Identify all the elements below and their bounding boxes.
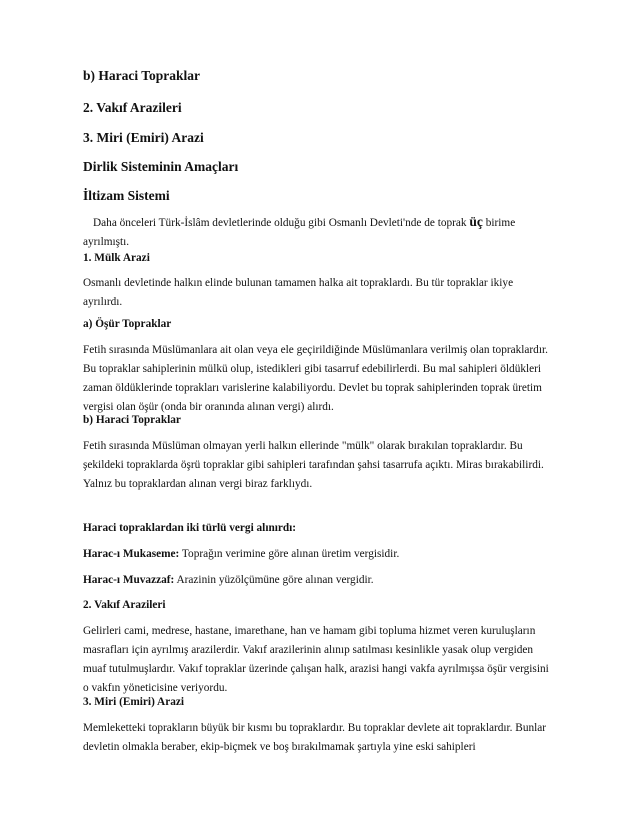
section-heading-vakif: 2. Vakıf Arazileri	[83, 599, 166, 611]
section-text-osur: Fetih sırasında Müslümanlara ait olan veya ele geçirildiğinde Müslümanlara verilmiş olan topraklardır. Bu topraklar sahiplerinin mülkü olup, istedikleri gibi tasarruf edebilirlerdi. Bu mal sahipleri öldükleri zaman öldüklerinde toprakları varislerine kalabiliyordu. Devlet bu toprak sahiplerinden toprak üretim vergisi olan öşür (onda bir oranında alınan vergi) alırdı.	[83, 344, 548, 413]
intro-emphasis: üç	[469, 214, 483, 229]
section-text-mulk-arazi: Osmanlı devletinde halkın elinde bulunan tamamen halka ait topraklardı. Bu tür topraklar ikiye ayrılırdı.	[83, 277, 514, 308]
intro-text-after: birime ayrılmıştı.	[83, 217, 516, 248]
section-text-haraci: Fetih sırasında Müslüman olmayan yerli halkın ellerinde "mülk" olarak bırakılan topraklardır. Bu şekildeki topraklarda öşrü topraklar gibi sahipleri tarafından şahsi tasarrufa açıktı. Miras bırakabilirdi. Yalnız bu topraklardan alınan vergi biraz farklıydı.	[83, 440, 544, 490]
section-heading-mulk-arazi: 1. Mülk Arazi	[83, 252, 150, 264]
vergi-mukaseme-line	[83, 545, 551, 564]
toc-item-haraci-topraklar: b) Haraci Topraklar	[83, 68, 201, 83]
vergi-muvazzaf-text: Arazinin yüzölçümüne göre alınan vergidir.	[174, 574, 374, 586]
section-text-miri: Memleketteki toprakların büyük bir kısmı bu topraklardır. Bu topraklar devlete ait topraklardır. Bunlar devletin olmakla beraber, ekip-biçmek ve boş bırakılmamak şartıyla yine eski sahipleri	[83, 722, 547, 753]
intro-text-before: Daha önceleri Türk-İslâm devletlerinde olduğu gibi Osmanlı Devleti'nde de toprak	[93, 217, 470, 229]
intro-paragraph	[83, 212, 551, 252]
vergi-muvazzaf-line	[83, 571, 551, 590]
section-heading-vergi: Haraci topraklardan iki türlü vergi alınırdı:	[83, 522, 297, 534]
toc-item-vakif-arazileri: 2. Vakıf Arazileri	[83, 100, 182, 115]
vergi-muvazzaf-label: Harac-ı Muvazzaf:	[83, 574, 175, 586]
section-heading-haraci: b) Haraci Topraklar	[83, 414, 181, 426]
toc-item-iltizam-sistemi: İltizam Sistemi	[83, 188, 170, 203]
toc-item-miri-arazi: 3. Miri (Emiri) Arazi	[83, 130, 204, 145]
vergi-mukaseme-label: Harac-ı Mukaseme:	[83, 548, 180, 560]
toc-item-dirlik-sistemi: Dirlik Sisteminin Amaçları	[83, 159, 239, 174]
section-text-vakif: Gelirleri cami, medrese, hastane, imarethane, han ve hamam gibi topluma hizmet veren kuruluşların masrafları için ayrılmış arazilerdir. Vakıf arazilerinin alınıp satılması kesinlikle yasak olup vergiden muaf tutulmuşlardır. Vakıf topraklar üzerinde çalışan halk, arazisi hangi vakfa ayrılmışsa öşür vergisini o vakfın yöneticisine veriyordu.	[83, 625, 549, 694]
vergi-mukaseme-text: Toprağın verimine göre alınan üretim vergisidir.	[179, 548, 400, 560]
section-heading-miri: 3. Miri (Emiri) Arazi	[83, 696, 185, 708]
section-heading-osur: a) Öşür Topraklar	[83, 318, 172, 330]
